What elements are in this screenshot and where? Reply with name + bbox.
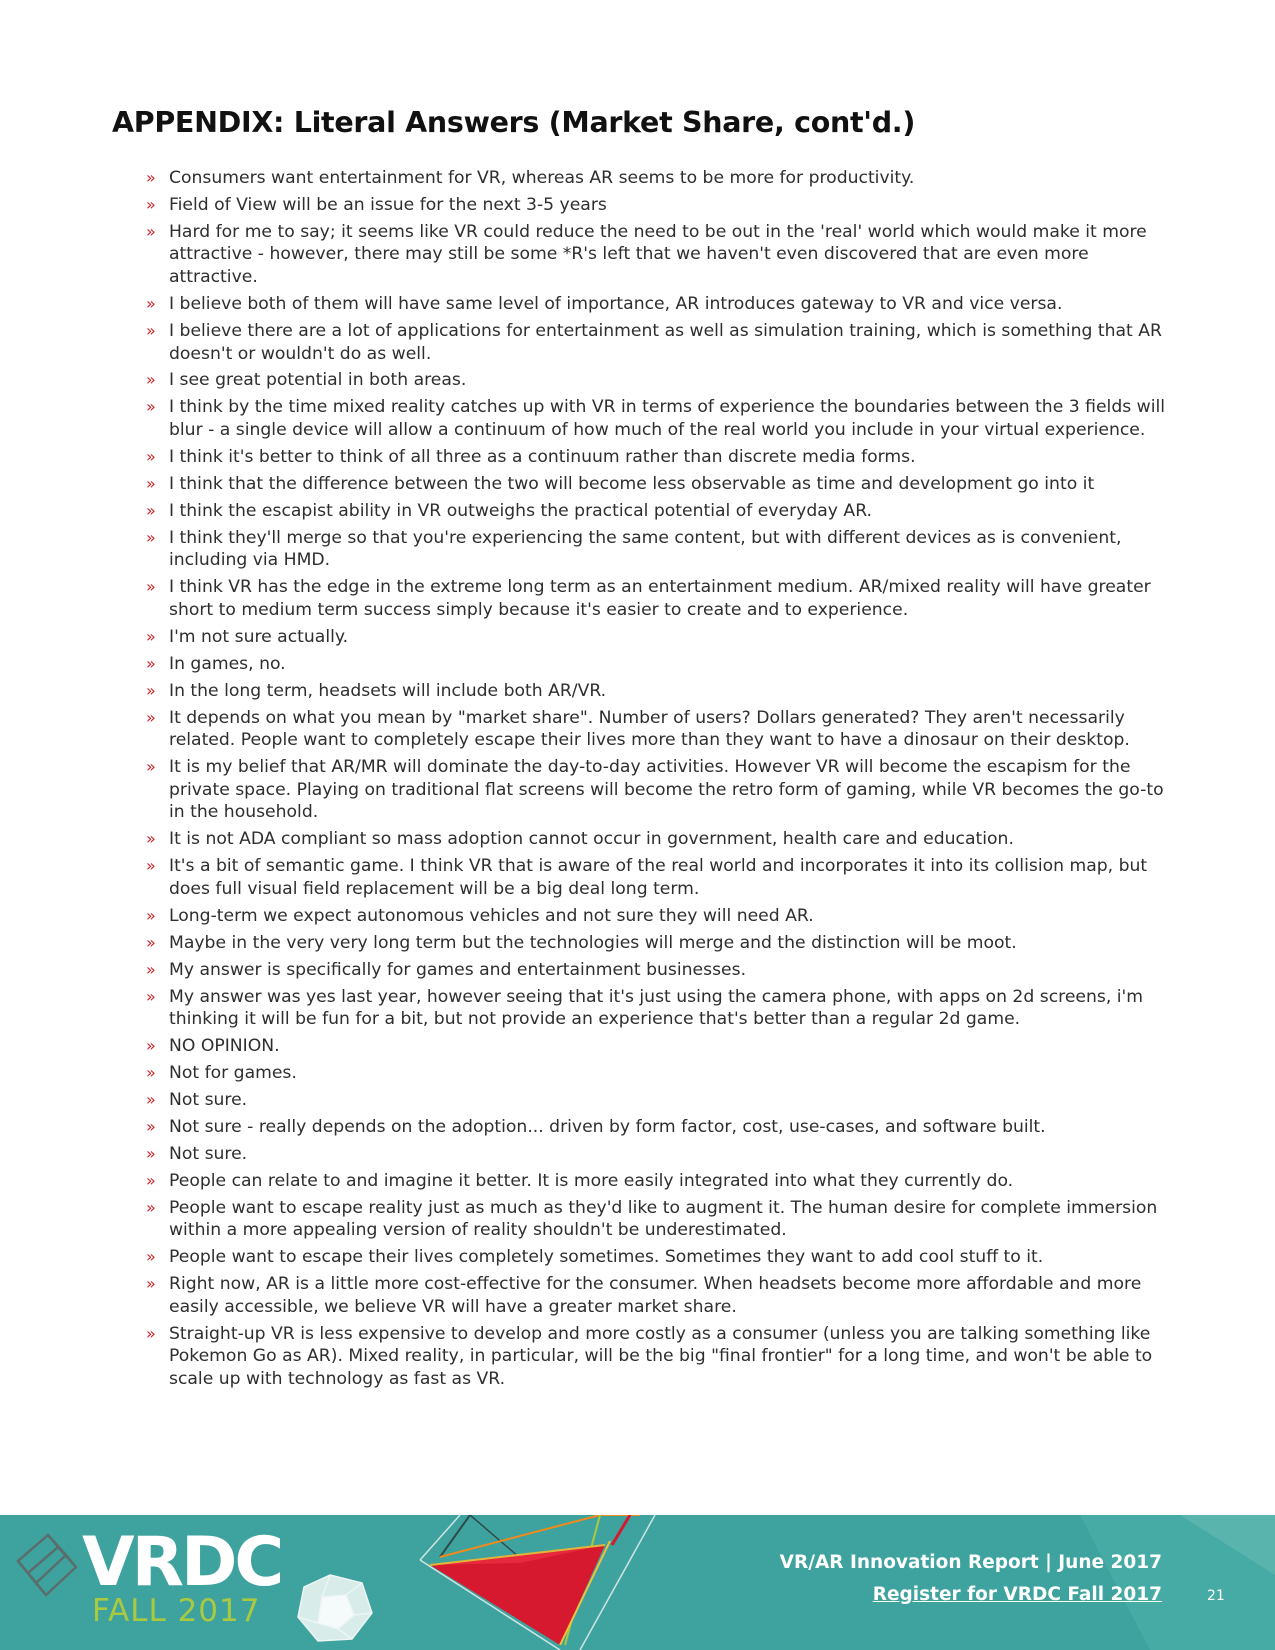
list-item: [146, 1323, 1176, 1391]
list-item: [146, 959, 1176, 982]
answer-text: It is not ADA compliant so mass adoption cannot occur in government, health care and education.: [169, 829, 1014, 850]
answer-text: It is my belief that AR/MR will dominate the day-to-day activities. However VR will become the escapism for the private space. Playing on traditional flat screens will become the retro form of gaming, while VR becomes the go-to in the household.: [169, 757, 1164, 823]
answer-text: Consumers want entertainment for VR, whereas AR seems to be more for productivity.: [169, 168, 915, 188]
list-item: [146, 1273, 1176, 1318]
answer-text: I think VR has the edge in the extreme long term as an entertainment medium. AR/mixed reality will have greater short to medium term success simply because it's easier to create and to experience.: [169, 577, 1151, 620]
list-item: [146, 500, 1176, 523]
list-item: [146, 986, 1176, 1031]
bullet-icon: »: [146, 829, 156, 849]
bullet-icon: »: [146, 1197, 156, 1217]
bullet-icon: »: [146, 1036, 156, 1056]
answer-text: I think they'll merge so that you're experiencing the same content, but with different devices as is convenient, including via HMD.: [169, 527, 1122, 571]
answer-text: Not sure.: [169, 1143, 248, 1164]
report-title: VR/AR Innovation Report | June 2017: [779, 1552, 1162, 1573]
list-item: [146, 680, 1176, 703]
list-item: [146, 1170, 1176, 1193]
list-item: [146, 221, 1176, 289]
answer-text: I think the escapist ability in VR outweighs the practical potential of everyday AR.: [169, 500, 872, 521]
answer-text: Not sure - really depends on the adoption... driven by form factor, cost, use-cases, and software built.: [169, 1116, 1046, 1137]
answer-text: In games, no.: [169, 653, 286, 674]
list-item: [146, 707, 1176, 752]
bullet-icon: »: [146, 986, 156, 1006]
bullet-icon: »: [146, 932, 156, 952]
answer-text: Not for games.: [169, 1063, 297, 1084]
answer-text: I think that the difference between the two will become less observable as time and development go into it: [169, 473, 1095, 494]
bullet-icon: »: [146, 294, 156, 313]
answer-text: I see great potential in both areas.: [169, 370, 467, 391]
bullet-icon: »: [146, 527, 156, 547]
bullet-icon: »: [146, 168, 156, 187]
answer-text: I believe there are a lot of applications for entertainment as well as simulation training, which is something that AR doesn't or wouldn't do as well.: [169, 320, 1162, 364]
bullet-icon: »: [146, 577, 156, 597]
list-item: [146, 369, 1176, 392]
bullet-icon: »: [146, 221, 156, 241]
answer-text: NO OPINION.: [169, 1036, 280, 1057]
bullet-icon: »: [146, 856, 156, 876]
bullet-icon: »: [146, 626, 156, 646]
bullet-icon: »: [146, 680, 156, 700]
list-item: [146, 446, 1176, 469]
bullet-icon: »: [146, 1274, 156, 1294]
bullet-icon: »: [146, 1143, 156, 1163]
list-item: [146, 473, 1176, 496]
list-item: [146, 167, 1176, 190]
answer-text: I think it's better to think of all three as a continuum rather than discrete media forms.: [169, 446, 916, 467]
page-title: APPENDIX: Literal Answers (Market Share, cont'd.): [112, 106, 916, 139]
list-item: [146, 194, 1176, 217]
list-item: [146, 1062, 1176, 1085]
list-item: [146, 855, 1176, 900]
list-item: [146, 1246, 1176, 1269]
answer-text: I'm not sure actually.: [169, 626, 349, 647]
bullet-icon: »: [146, 397, 156, 417]
answer-text: In the long term, headsets will include both AR/VR.: [169, 680, 607, 701]
list-item: [146, 653, 1176, 676]
answer-text: People want to escape reality just as much as they'd like to augment it. The human desire for complete immersion within a more appealing version of reality shouldn't be underestimated.: [169, 1197, 1158, 1241]
list-item: [146, 293, 1176, 316]
list-item: [146, 576, 1176, 621]
triangle-graphic: [420, 1515, 655, 1650]
answer-text: I believe both of them will have same level of importance, AR introduces gateway to VR and vice versa.: [169, 294, 1063, 314]
vrdc-logo: VRDC: [82, 1523, 282, 1602]
answer-text: My answer was yes last year, however seeing that it's just using the camera phone, with apps on 2d screens, i'm thinking it will be fun for a bit, but not provide an experience that's better than a regular 2d game.: [169, 986, 1143, 1030]
footer-banner: [0, 1515, 1275, 1650]
bullet-icon: »: [146, 370, 156, 390]
list-item: [146, 320, 1176, 365]
list-item: [146, 1197, 1176, 1242]
answer-text: Maybe in the very very long term but the technologies will merge and the distinction will be moot.: [169, 932, 1017, 953]
answer-text: Right now, AR is a little more cost-effective for the consumer. When headsets become more affordable and more easily accessible, we believe VR will have a greater market share.: [169, 1274, 1142, 1317]
answer-text: It depends on what you mean by "market share". Number of users? Dollars generated? They aren't necessarily related. People want to completely escape their lives more than they want to have a dinosaur on their desktop.: [169, 707, 1130, 751]
bullet-icon: »: [146, 194, 156, 214]
answer-text: Field of View will be an issue for the next 3-5 years: [169, 194, 607, 215]
list-item: [146, 626, 1176, 649]
answer-text: Long-term we expect autonomous vehicles and not sure they will need AR.: [169, 905, 814, 926]
page-number: 21: [1207, 1588, 1225, 1604]
answer-text: Hard for me to say; it seems like VR could reduce the need to be out in the 'real' world which would make it more attractive - however, there may still be some *R's left that we haven't even discovered that are even more attractive.: [169, 221, 1147, 288]
bullet-icon: »: [146, 653, 156, 673]
answer-text: I think by the time mixed reality catches up with VR in terms of experience the boundaries between the 3 fields will blur - a single device will allow a continuum of how much of the real world you include in your virtual experience.: [169, 397, 1166, 440]
bullet-icon: »: [146, 1063, 156, 1083]
answer-text: People can relate to and imagine it better. It is more easily integrated into what they currently do.: [169, 1170, 1014, 1191]
bullet-icon: »: [146, 473, 156, 493]
answers-list: [146, 167, 1176, 1395]
bullet-icon: »: [146, 1323, 156, 1343]
list-item: [146, 1143, 1176, 1166]
list-item: [146, 396, 1176, 441]
bullet-icon: »: [146, 1247, 156, 1267]
list-item: [146, 527, 1176, 572]
answer-text: People want to escape their lives completely sometimes. Sometimes they want to add cool stuff to it.: [169, 1247, 1044, 1268]
list-item: [146, 905, 1176, 928]
bullet-icon: »: [146, 905, 156, 925]
bullet-icon: »: [146, 320, 156, 340]
list-item: [146, 932, 1176, 955]
bullet-icon: »: [146, 757, 156, 777]
list-item: [146, 1116, 1176, 1139]
answer-text: It's a bit of semantic game. I think VR that is aware of the real world and incorporates it into its collision map, but does full visual field replacement will be a big deal long term.: [169, 856, 1148, 899]
list-item: [146, 1035, 1176, 1058]
bullet-icon: »: [146, 446, 156, 466]
list-item: [146, 828, 1176, 851]
bullet-icon: »: [146, 707, 156, 727]
register-link[interactable]: Register for VRDC Fall 2017: [872, 1584, 1162, 1605]
dodecahedron-icon: [298, 1575, 372, 1641]
answer-text: Not sure.: [169, 1089, 248, 1110]
answer-text: My answer is specifically for games and entertainment businesses.: [169, 959, 747, 980]
list-item: [146, 1089, 1176, 1112]
list-item: [146, 756, 1176, 824]
bullet-icon: »: [146, 1170, 156, 1190]
answer-text: Straight-up VR is less expensive to develop and more costly as a consumer (unless you are talking something like Pokemon Go as AR). Mixed reality, in particular, will be the big "final frontier" for a long time, and won't be able to scale up with technology as fast as VR.: [169, 1323, 1153, 1389]
bullet-icon: »: [146, 1089, 156, 1109]
wireframe-cube-icon: [18, 1535, 76, 1595]
bullet-icon: »: [146, 959, 156, 979]
bullet-icon: »: [146, 1116, 156, 1136]
vrdc-logo-subtitle: FALL 2017: [92, 1593, 261, 1629]
bullet-icon: »: [146, 500, 156, 520]
